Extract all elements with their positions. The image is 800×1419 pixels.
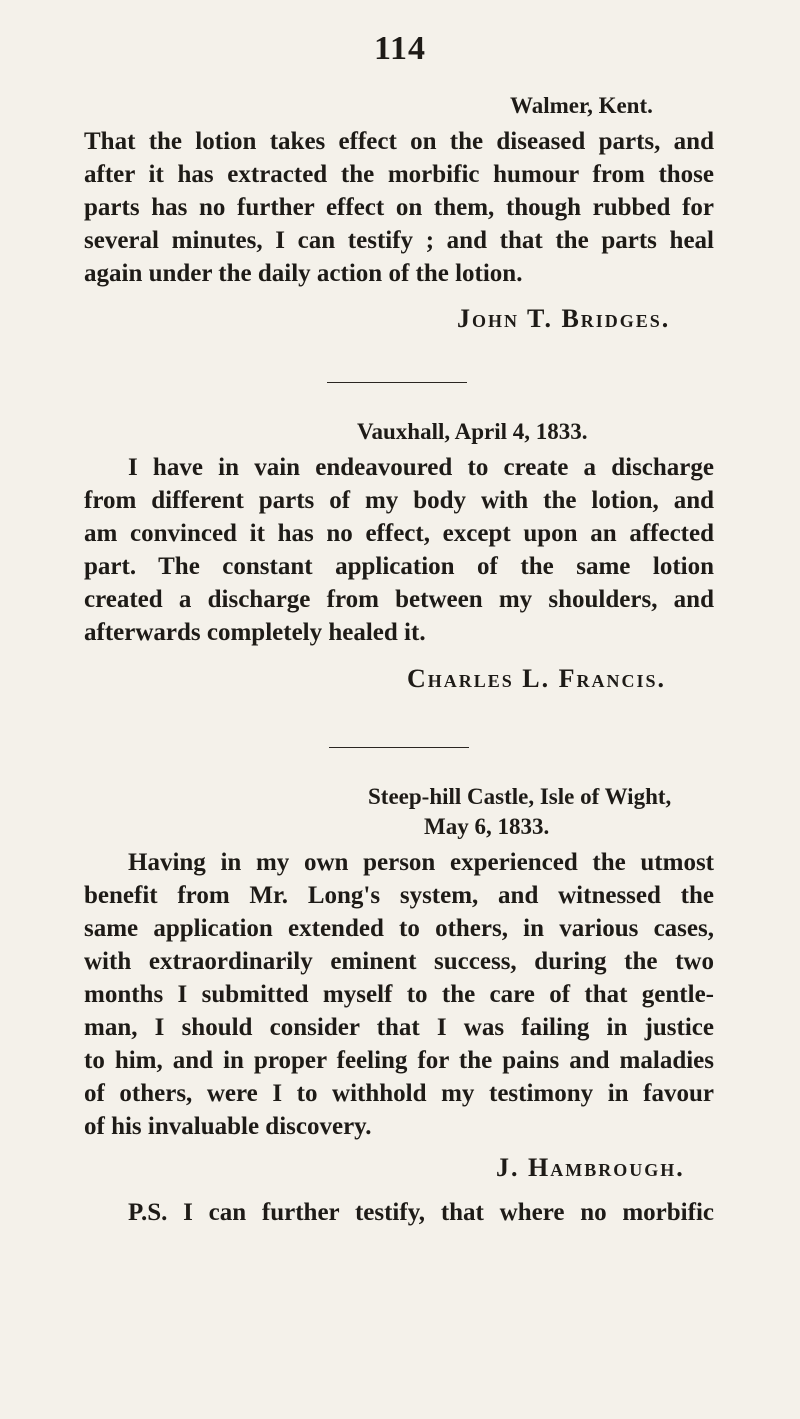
letter-3-body xyxy=(84,846,714,1143)
letter-3-line-9: of his invaluable discovery. xyxy=(84,1113,372,1140)
letter-3-line-3: same application extended to others, in various cases, xyxy=(84,915,714,942)
letter-3-line-6: man, I should consider that I was failing in justice xyxy=(84,1014,714,1041)
letter-3-line-7: to him, and in proper feeling for the pains and maladies xyxy=(84,1047,714,1074)
letter-1-line-2: after it has extracted the morbific humour from those xyxy=(84,161,714,188)
letter-1-line-4: several minutes, I can testify ; and that the parts heal xyxy=(84,227,714,254)
letter-3-line-8: of others, were I to withhold my testimony in favour xyxy=(84,1080,714,1107)
postscript-block xyxy=(84,1196,714,1229)
letter-1-dateline: Walmer, Kent. xyxy=(510,93,653,118)
letter-1-line-5: again under the daily action of the lotion. xyxy=(84,260,523,287)
letter-1-line-1: That the lotion takes effect on the diseased parts, and xyxy=(84,128,714,155)
letter-3-dateline-1: Steep-hill Castle, Isle of Wight, xyxy=(368,784,672,809)
letter-3-signature: J. Hambrough. xyxy=(496,1153,685,1182)
letter-2-dateline: Vauxhall, April 4, 1833. xyxy=(357,419,588,444)
letter-3-line-2: benefit from Mr. Long's system, and witnessed the xyxy=(84,882,714,909)
letter-1-line-3: parts has no further effect on them, though rubbed for xyxy=(84,194,714,221)
letter-2-line-6: afterwards completely healed it. xyxy=(84,619,426,646)
letter-2-line-2: from different parts of my body with the lotion, and xyxy=(84,487,714,514)
letter-3-dateline-2: May 6, 1833. xyxy=(424,814,550,839)
letter-3-line-1: Having in my own person experienced the utmost xyxy=(128,849,714,876)
letter-2-line-5: created a discharge from between my shoulders, and xyxy=(84,586,714,613)
letter-2-line-4: part. The constant application of the same lotion xyxy=(84,553,714,580)
section-divider-2 xyxy=(329,747,469,748)
letter-1-signature: John T. Bridges. xyxy=(457,304,671,333)
letter-3-line-4: with extraordinarily eminent success, during the two xyxy=(84,948,714,975)
letter-3-line-5: months I submitted myself to the care of that gentle- xyxy=(84,981,714,1008)
letter-2-body xyxy=(84,451,714,649)
letter-2-line-1: I have in vain endeavoured to create a discharge xyxy=(128,454,714,481)
letter-1-body xyxy=(84,125,714,290)
postscript-line: P.S. I can further testify, that where no morbific xyxy=(128,1199,714,1226)
page-number: 114 xyxy=(373,30,427,67)
letter-2-signature: Charles L. Francis. xyxy=(407,664,667,693)
section-divider-1 xyxy=(327,382,467,383)
letter-2-line-3: am convinced it has no effect, except upon an affected xyxy=(84,520,714,547)
